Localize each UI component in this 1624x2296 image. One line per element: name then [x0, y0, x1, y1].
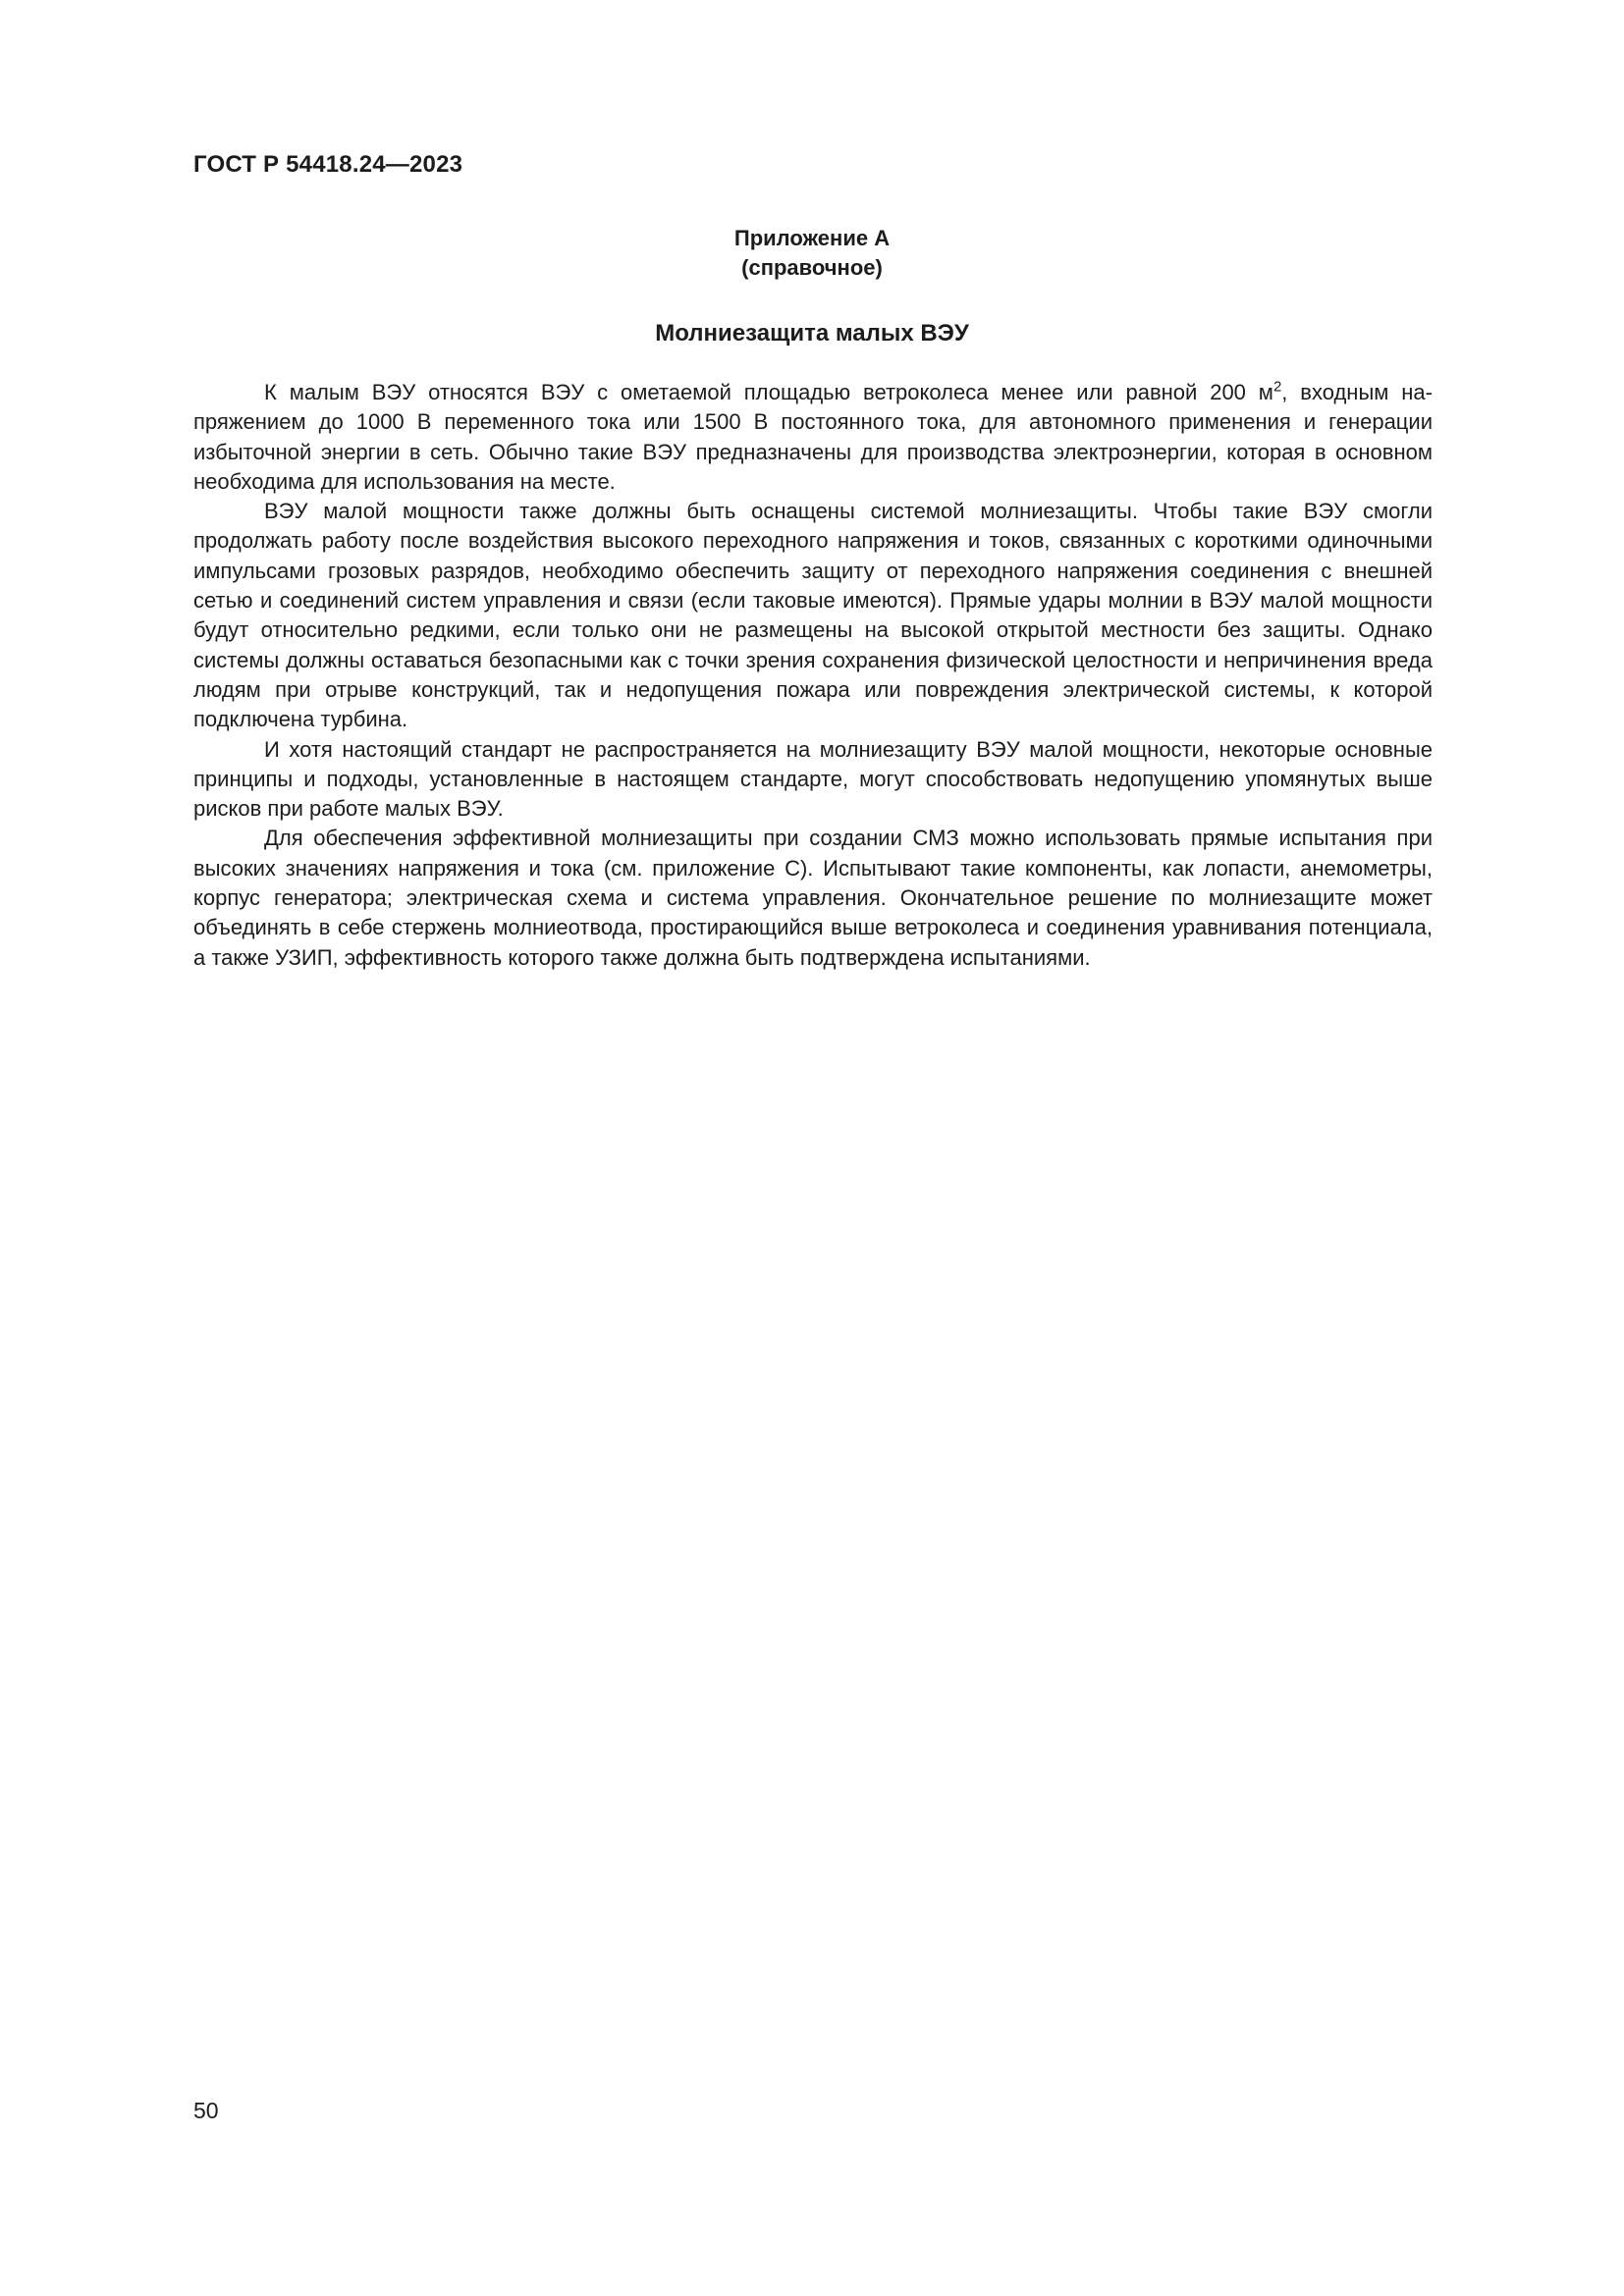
paragraph-1	[193, 378, 1433, 497]
page-number: 50	[193, 2098, 219, 2123]
body-text	[193, 378, 1433, 973]
paragraph-1-start: К малым ВЭУ относятся ВЭУ с ометаемой площадью ветроколеса менее или равной 200 м	[264, 380, 1273, 404]
annex-status: (справочное)	[741, 255, 883, 280]
superscript: 2	[1272, 378, 1282, 396]
paragraph-2: ВЭУ малой мощности также должны быть оснащены системой молниезащиты. Чтобы такие ВЭУ смогли продолжать работу после воздействия высокого переходного напряжения и токов, связанных с короткими одиночными импульсами грозовых разрядов, необходимо обеспечить защиту от переходного напряжения соединения с внешней сетью и соединений систем управления и связи (если таковые имеются). Прямые удары молнии в ВЭУ малой мощности будут относительно редкими, если только они не размещены на высокой открытой местности без защиты. Однако системы должны оставаться безопасными как с точки зрения сохранения физической целостности и непричинения вреда людям при отрыве конструкций, так и недопущения пожара или повреждения электрической системы, к которой подключена турбина.	[193, 499, 1433, 732]
document-code: ГОСТ Р 54418.24—2023	[193, 151, 463, 178]
annex-name: Молниезащита малых ВЭУ	[655, 320, 969, 347]
paragraph-4: Для обеспечения эффективной молниезащиты при создании СМЗ можно использовать прямые испытания при высоких значениях напряжения и тока (см. приложение С). Испытывают такие компоненты, как лопасти, анемометры, корпус генератора; электрическая схема и система управления. Окончательное решение по молниезащите может объединять в себе стержень молниеотвода, простирающийся выше ветроколеса и соединения уравнивания потенциала, а также УЗИП, эффективность которого также должна быть подтверждена испытаниями.	[193, 826, 1433, 970]
annex-title: Приложение А	[733, 226, 891, 250]
paragraph-1-end: , входным напряжением до 1000 В переменного тока или 1500 В постоянного тока, для автономного применения и генерации избыточной энергии в сеть. Обычно такие ВЭУ предназначены для производства электроэнергии, которая в основном необходима для использования на месте.	[193, 380, 1433, 494]
paragraph-3: И хотя настоящий стандарт не распространяется на молниезащиту ВЭУ малой мощности, некоторые основные принципы и подходы, установленные в настоящем стандарте, могут способствовать недопущению упомянутых выше рисков при работе малых ВЭУ.	[193, 736, 1433, 822]
